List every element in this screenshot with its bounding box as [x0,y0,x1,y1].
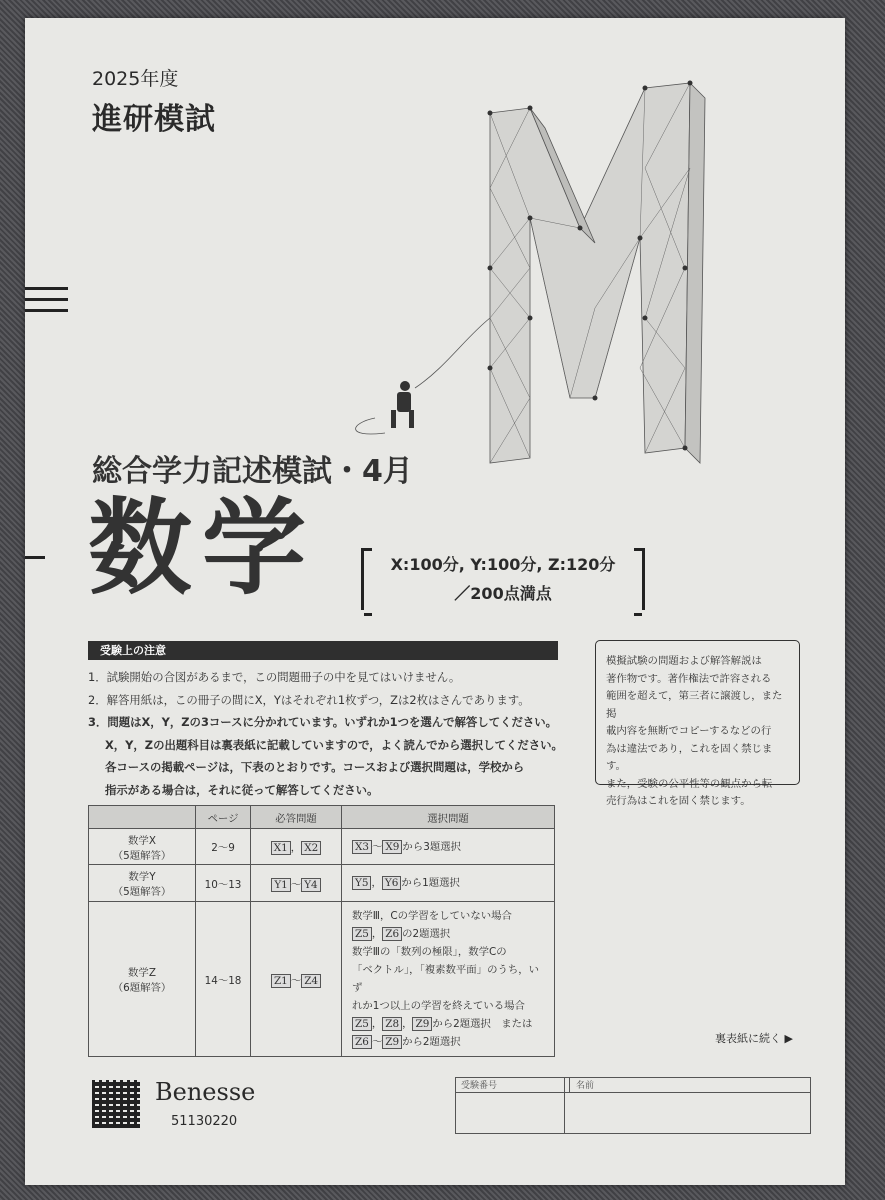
selection-text: れか1つ以上の学習を終えている場合 [352,1000,525,1012]
course-table [88,805,555,1057]
subject-title: 数学 [88,487,317,609]
qr-code-icon [92,1080,140,1128]
time-limits: X:100分, Y:100分, Z:120分 [390,555,616,574]
continue-to-back-cover: 裏表紙に続く ▶ [715,1032,793,1045]
required-cell [251,865,342,902]
problem-box: X2 [301,841,321,855]
header-cell [89,806,196,829]
name-label: 名前 [576,1081,595,1091]
separator: 〜 [290,878,302,891]
pages-cell: 2〜9 [196,829,251,865]
edge-mark [25,309,68,312]
copyright-line: また，受験の公平性等の観点から転 [606,777,773,790]
notice-item: 1．試験開始の合図があるまで，この問題冊子の中を見てはいけません。 [88,670,461,684]
table-row [89,865,555,902]
problem-box: Z4 [301,974,321,988]
course-count: （6題解答） [112,982,172,994]
problem-box: Z6 [382,927,402,941]
polygon-m-illustration [355,68,815,488]
course-cell [89,829,196,865]
copyright-line: 売行為はこれを固く禁じます。 [606,795,751,807]
selection-text: から2題選択 または [432,1018,533,1030]
separator: ， [371,928,383,940]
booklet-code: 51130220 [171,1114,238,1129]
selection-text: 数学Ⅲの「数列の極限」，数学Cの [352,946,507,958]
edge-mark [25,298,68,301]
table-header-row [89,806,555,829]
problem-box: Z8 [382,1017,402,1031]
separator: 〜 [372,840,383,853]
problem-box: Z5 [352,1017,372,1031]
exam-number-label: 受験番号 [456,1078,570,1092]
full-score: ／200点満点 [454,584,552,603]
copyright-line: 著作物です。著作権法で許容される [606,672,772,685]
course-cell [89,865,196,902]
problem-box: X9 [382,840,402,854]
exam-booklet-cover [25,18,845,1185]
table-row [89,829,555,865]
header-cell: ページ [196,806,251,829]
selection-cell [342,865,555,902]
edge-mark [25,556,45,559]
selection-text: 数学Ⅲ，Cの学習をしていない場合 [352,910,512,922]
header-cell: 選択問題 [342,806,555,829]
problem-box: Y4 [301,878,320,892]
notice-heading: 受験上の注意 [88,641,558,660]
selection-text: の2題選択 [402,928,451,940]
benesse-logo: Benesse [155,1078,256,1106]
pages-cell: 14〜18 [196,902,251,1057]
problem-box: Y1 [271,878,290,892]
course-cell [89,902,196,1057]
notice-item: 2．解答用紙は，この冊子の間にX，Yはそれぞれ1枚ずつ，Zは2枚はさんであります。 [88,692,530,707]
problem-box: Z9 [382,1035,402,1049]
copyright-line: 範囲を超えて，第三者に譲渡し，また掲 [606,690,783,720]
header-cell: 必答問題 [251,806,342,829]
course-count: （5題解答） [112,849,172,862]
required-cell [251,902,342,1057]
problem-box: X1 [271,841,291,855]
separator: ， [371,877,382,889]
selection-text: から2題選択 [402,1036,461,1048]
copyright-line: 為は違法であり，これを固く禁じます。 [606,742,773,772]
time-score-bracket [361,548,645,610]
table-row [89,902,555,1057]
edge-mark [25,287,68,290]
required-cell [251,829,342,865]
copyright-line: 載内容を無断でコピーするなどの行 [606,725,772,737]
problem-box: Z6 [352,1035,372,1049]
climber-figure-icon [391,381,414,428]
separator: ， [290,842,302,854]
selection-text: 「ベクトル」，「複素数平面」のうち，いず [352,964,540,994]
notice-item: 各コースの掲載ページは，下表のとおりです。コースおよび選択問題は，学校から [105,760,525,775]
selection-text: から1題選択 [401,877,460,889]
copyright-line: 模擬試験の問題および解答解説は [606,655,762,667]
pages-cell: 10〜13 [196,865,251,902]
brand-title: 進研模試 [92,102,216,137]
course-name: 数学X [128,834,156,847]
selection-cell: 数学Ⅲ，Cの学習をしていない場合 Z5 ， Z6 の2題選択 数学Ⅲの「数列の極限」，数学Cの 「ベクトル」，「複素数平面」のうち，いず れか1つ以上の学習を終えている場合 Z5 ， Z8 ， Z9 から2題選択 または Z6 〜 Z9 から2題選択 [342,902,555,1057]
problem-box: Y5 [352,876,371,890]
notice-item: 指示がある場合は，それに従って解答してください。 [105,782,379,797]
separator: 〜 [290,974,302,987]
notice-item: X，Y，Zの出題科目は裏表紙に記載していますので，よく読んでから選択してください。 [105,737,563,752]
course-name: 数学Y [128,871,156,883]
year: 2025年度 [92,68,179,90]
exam-subtitle: 総合学力記述模試・4月 [92,454,413,489]
selection-cell [342,829,555,865]
copyright-notice [595,640,800,807]
problem-box: X3 [352,840,372,854]
selection-text: から3題選択 [402,840,461,853]
problem-box: Y6 [382,876,401,890]
notice-list [88,666,563,802]
problem-box: Z5 [352,927,372,941]
course-name: 数学Z [128,967,156,979]
course-count: （5題解答） [112,886,172,898]
notice-item: 3．問題はX，Y，Zの3コースに分かれています。いずれか1つを選んで解答してください。 [88,715,558,730]
problem-box: Z1 [271,974,291,988]
exam-number-name-box [455,1077,811,1134]
problem-box: Z9 [412,1017,432,1031]
